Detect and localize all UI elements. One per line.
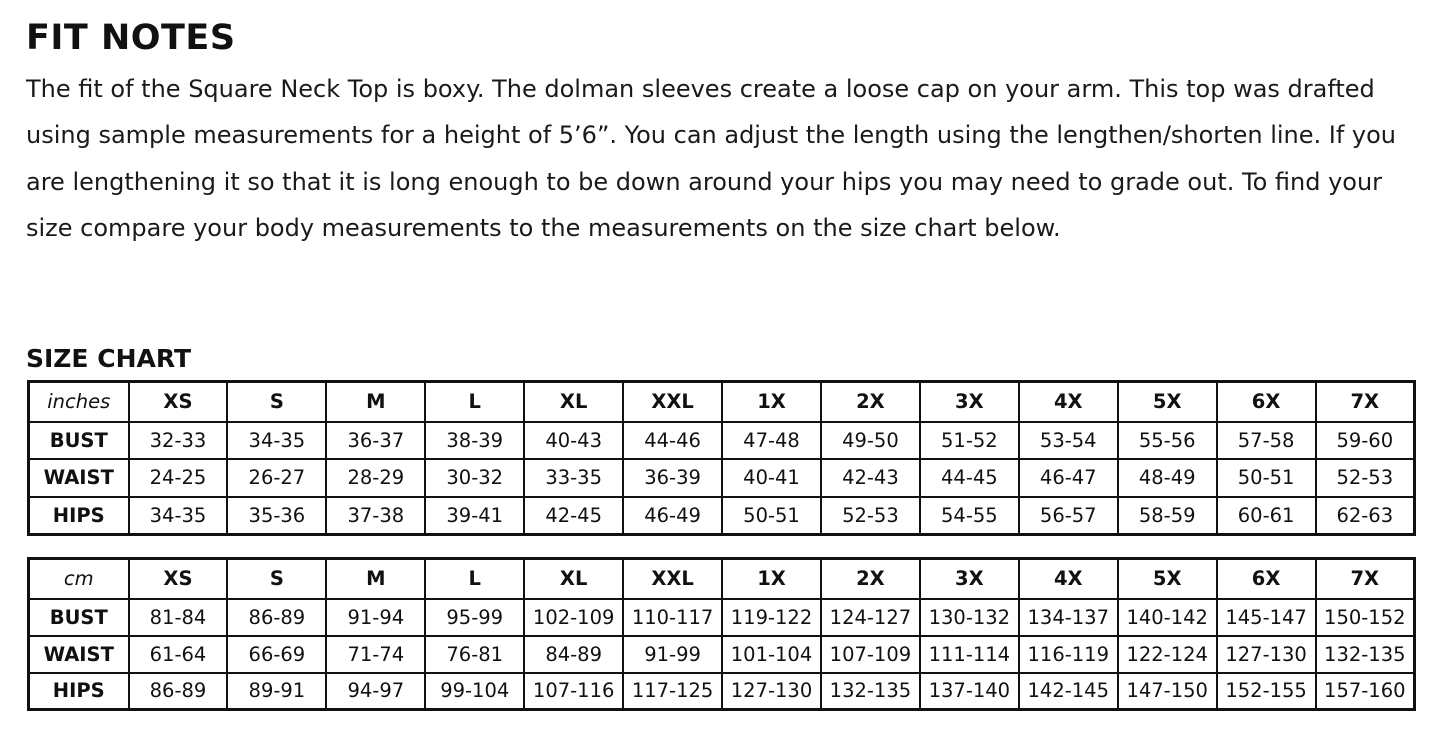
measurement-value: 34-35 — [227, 422, 326, 460]
measurement-value: 137-140 — [920, 673, 1019, 710]
size-header-cell: 4X — [1019, 382, 1118, 422]
measurement-value: 89-91 — [227, 673, 326, 710]
fit-notes-title: FIT NOTES — [26, 18, 236, 58]
measurement-value: 81-84 — [129, 599, 228, 636]
measurement-value: 130-132 — [920, 599, 1019, 636]
size-table-cm — [27, 557, 1416, 711]
size-table-inches — [27, 380, 1416, 536]
measurement-value: 91-94 — [326, 599, 425, 636]
size-header-cell: 2X — [821, 382, 920, 422]
size-header-cell: 4X — [1019, 559, 1118, 599]
measurement-value: 55-56 — [1118, 422, 1217, 460]
table-row — [29, 497, 1415, 535]
measurement-label: HIPS — [29, 673, 129, 710]
measurement-value: 145-147 — [1217, 599, 1316, 636]
measurement-value: 37-38 — [326, 497, 425, 535]
measurement-label: WAIST — [29, 636, 129, 673]
measurement-value: 32-33 — [129, 422, 228, 460]
measurement-value: 76-81 — [425, 636, 524, 673]
measurement-value: 132-135 — [1316, 636, 1415, 673]
measurement-value: 35-36 — [227, 497, 326, 535]
measurement-value: 33-35 — [524, 459, 623, 497]
measurement-value: 58-59 — [1118, 497, 1217, 535]
measurement-value: 124-127 — [821, 599, 920, 636]
measurement-value: 52-53 — [821, 497, 920, 535]
measurement-value: 127-130 — [722, 673, 821, 710]
measurement-value: 42-45 — [524, 497, 623, 535]
size-header-cell: XXL — [623, 559, 722, 599]
size-header-row — [29, 382, 1415, 422]
size-header-cell: 1X — [722, 382, 821, 422]
measurement-label: HIPS — [29, 497, 129, 535]
measurement-value: 46-47 — [1019, 459, 1118, 497]
measurement-label: WAIST — [29, 459, 129, 497]
measurement-value: 99-104 — [425, 673, 524, 710]
measurement-value: 50-51 — [722, 497, 821, 535]
measurement-value: 38-39 — [425, 422, 524, 460]
measurement-value: 110-117 — [623, 599, 722, 636]
measurement-value: 51-52 — [920, 422, 1019, 460]
measurement-value: 30-32 — [425, 459, 524, 497]
measurement-value: 66-69 — [227, 636, 326, 673]
measurement-value: 26-27 — [227, 459, 326, 497]
measurement-value: 95-99 — [425, 599, 524, 636]
measurement-value: 62-63 — [1316, 497, 1415, 535]
size-header-cell: M — [326, 382, 425, 422]
size-header-cell: XL — [524, 382, 623, 422]
measurement-value: 117-125 — [623, 673, 722, 710]
measurement-value: 28-29 — [326, 459, 425, 497]
size-chart-title: SIZE CHART — [26, 344, 192, 373]
measurement-value: 107-116 — [524, 673, 623, 710]
measurement-value: 24-25 — [129, 459, 228, 497]
measurement-value: 53-54 — [1019, 422, 1118, 460]
measurement-value: 47-48 — [722, 422, 821, 460]
measurement-value: 132-135 — [821, 673, 920, 710]
table-row — [29, 636, 1415, 673]
size-header-cell: XS — [129, 382, 228, 422]
measurement-value: 94-97 — [326, 673, 425, 710]
table-row — [29, 422, 1415, 460]
measurement-value: 122-124 — [1118, 636, 1217, 673]
size-header-cell: L — [425, 559, 524, 599]
size-header-cell: XXL — [623, 382, 722, 422]
measurement-value: 147-150 — [1118, 673, 1217, 710]
measurement-value: 152-155 — [1217, 673, 1316, 710]
measurement-value: 140-142 — [1118, 599, 1217, 636]
size-header-cell: 3X — [920, 559, 1019, 599]
measurement-value: 54-55 — [920, 497, 1019, 535]
unit-label: cm — [29, 559, 129, 599]
measurement-value: 61-64 — [129, 636, 228, 673]
size-header-cell: 6X — [1217, 382, 1316, 422]
measurement-value: 52-53 — [1316, 459, 1415, 497]
size-header-cell: S — [227, 559, 326, 599]
table-row — [29, 599, 1415, 636]
measurement-value: 40-41 — [722, 459, 821, 497]
measurement-value: 42-43 — [821, 459, 920, 497]
size-header-cell: 2X — [821, 559, 920, 599]
size-header-cell: L — [425, 382, 524, 422]
measurement-value: 49-50 — [821, 422, 920, 460]
size-header-cell: 3X — [920, 382, 1019, 422]
table-row — [29, 673, 1415, 710]
measurement-value: 39-41 — [425, 497, 524, 535]
measurement-label: BUST — [29, 599, 129, 636]
fit-notes-paragraph: The fit of the Square Neck Top is boxy. The dolman sleeves create a loose cap on your arm. This top was drafted using sample measurements for a height of 5’6”. You can adjust the length using the lengthen/shorten line. If you are lengthening it so that it is long enough to be down around your hips you may need to grade out. To find your size compare your body measurements to the measurements on the size chart below. — [26, 75, 1397, 242]
size-header-cell: 7X — [1316, 382, 1415, 422]
size-header-cell: M — [326, 559, 425, 599]
size-header-cell: 6X — [1217, 559, 1316, 599]
measurement-value: 134-137 — [1019, 599, 1118, 636]
size-header-cell: 7X — [1316, 559, 1415, 599]
size-header-cell: XS — [129, 559, 228, 599]
measurement-value: 101-104 — [722, 636, 821, 673]
table-row — [29, 459, 1415, 497]
measurement-value: 86-89 — [129, 673, 228, 710]
size-header-row — [29, 559, 1415, 599]
measurement-value: 50-51 — [1217, 459, 1316, 497]
size-header-cell: 1X — [722, 559, 821, 599]
size-header-cell: 5X — [1118, 559, 1217, 599]
measurement-value: 119-122 — [722, 599, 821, 636]
measurement-value: 116-119 — [1019, 636, 1118, 673]
measurement-value: 48-49 — [1118, 459, 1217, 497]
size-header-cell: XL — [524, 559, 623, 599]
measurement-value: 84-89 — [524, 636, 623, 673]
measurement-value: 56-57 — [1019, 497, 1118, 535]
measurement-value: 86-89 — [227, 599, 326, 636]
measurement-value: 34-35 — [129, 497, 228, 535]
measurement-value: 107-109 — [821, 636, 920, 673]
measurement-value: 46-49 — [623, 497, 722, 535]
measurement-value: 71-74 — [326, 636, 425, 673]
measurement-value: 44-46 — [623, 422, 722, 460]
unit-label: inches — [29, 382, 129, 422]
measurement-value: 36-39 — [623, 459, 722, 497]
measurement-value: 60-61 — [1217, 497, 1316, 535]
measurement-value: 57-58 — [1217, 422, 1316, 460]
measurement-value: 111-114 — [920, 636, 1019, 673]
measurement-value: 102-109 — [524, 599, 623, 636]
size-header-cell: S — [227, 382, 326, 422]
measurement-value: 157-160 — [1316, 673, 1415, 710]
measurement-value: 142-145 — [1019, 673, 1118, 710]
measurement-label: BUST — [29, 422, 129, 460]
measurement-value: 44-45 — [920, 459, 1019, 497]
measurement-value: 150-152 — [1316, 599, 1415, 636]
measurement-value: 36-37 — [326, 422, 425, 460]
size-header-cell: 5X — [1118, 382, 1217, 422]
measurement-value: 127-130 — [1217, 636, 1316, 673]
measurement-value: 91-99 — [623, 636, 722, 673]
measurement-value: 40-43 — [524, 422, 623, 460]
measurement-value: 59-60 — [1316, 422, 1415, 460]
